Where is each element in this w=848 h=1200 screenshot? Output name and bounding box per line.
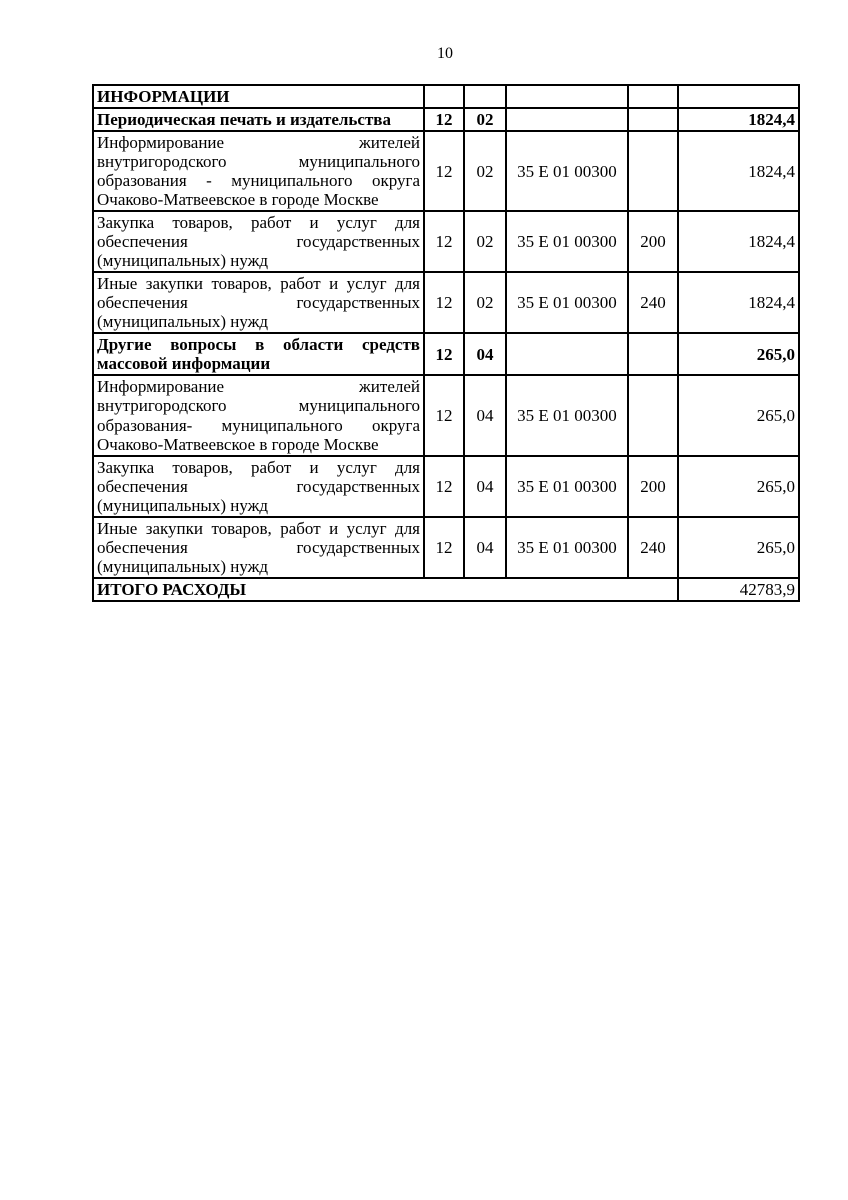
cell-razdel: 12 xyxy=(424,517,464,578)
cell-summa: 265,0 xyxy=(678,375,799,455)
cell-tselevaya-statya: 35 Е 01 00300 xyxy=(506,131,628,211)
cell-podrazdel: 02 xyxy=(464,211,506,272)
cell-vid-raskhodov xyxy=(628,131,678,211)
cell-razdel: 12 xyxy=(424,375,464,455)
table-row xyxy=(93,517,799,578)
budget-expenditure-table xyxy=(92,84,800,602)
cell-total-label: ИТОГО РАСХОДЫ xyxy=(93,578,678,601)
cell-podrazdel xyxy=(464,85,506,108)
cell-vid-raskhodov: 200 xyxy=(628,456,678,517)
table-row xyxy=(93,456,799,517)
cell-razdel: 12 xyxy=(424,333,464,375)
cell-summa: 265,0 xyxy=(678,333,799,375)
cell-summa: 1824,4 xyxy=(678,211,799,272)
cell-summa: 1824,4 xyxy=(678,131,799,211)
cell-razdel: 12 xyxy=(424,272,464,333)
cell-name: ИНФОРМАЦИИ xyxy=(93,85,424,108)
cell-podrazdel: 02 xyxy=(464,272,506,333)
cell-tselevaya-statya: 35 Е 01 00300 xyxy=(506,456,628,517)
cell-tselevaya-statya: 35 Е 01 00300 xyxy=(506,517,628,578)
cell-name: Иные закупки товаров, работ и услуг для обеспечения государственных (муниципальных) нужд xyxy=(93,517,424,578)
table-row xyxy=(93,333,799,375)
cell-razdel: 12 xyxy=(424,456,464,517)
cell-vid-raskhodov xyxy=(628,333,678,375)
cell-summa: 265,0 xyxy=(678,517,799,578)
cell-podrazdel: 04 xyxy=(464,333,506,375)
table-row xyxy=(93,108,799,131)
cell-tselevaya-statya: 35 Е 01 00300 xyxy=(506,211,628,272)
cell-total-summa: 42783,9 xyxy=(678,578,799,601)
cell-razdel xyxy=(424,85,464,108)
cell-summa: 265,0 xyxy=(678,456,799,517)
table-row xyxy=(93,85,799,108)
cell-razdel: 12 xyxy=(424,131,464,211)
table-row xyxy=(93,272,799,333)
table-row xyxy=(93,211,799,272)
cell-name: Закупка товаров, работ и услуг для обеспечения государственных (муниципальных) нужд xyxy=(93,456,424,517)
cell-podrazdel: 04 xyxy=(464,375,506,455)
cell-name: Информирование жителей внутригородского муниципального образования - муниципального округа Очаково-Матвеевское в городе Москве xyxy=(93,131,424,211)
cell-tselevaya-statya xyxy=(506,333,628,375)
cell-podrazdel: 02 xyxy=(464,131,506,211)
cell-name: Периодическая печать и издательства xyxy=(93,108,424,131)
table-row xyxy=(93,131,799,211)
cell-tselevaya-statya xyxy=(506,108,628,131)
cell-vid-raskhodov: 240 xyxy=(628,272,678,333)
cell-podrazdel: 04 xyxy=(464,456,506,517)
cell-tselevaya-statya: 35 Е 01 00300 xyxy=(506,375,628,455)
cell-tselevaya-statya xyxy=(506,85,628,108)
cell-name: Иные закупки товаров, работ и услуг для обеспечения государственных (муниципальных) нужд xyxy=(93,272,424,333)
table-row xyxy=(93,375,799,455)
cell-name: Информирование жителей внутригородского муниципального образования- муниципального округа Очаково-Матвеевское в городе Москве xyxy=(93,375,424,455)
page-number: 10 xyxy=(437,45,453,62)
cell-summa: 1824,4 xyxy=(678,272,799,333)
cell-summa xyxy=(678,85,799,108)
cell-vid-raskhodov xyxy=(628,108,678,131)
cell-podrazdel: 04 xyxy=(464,517,506,578)
cell-name: Закупка товаров, работ и услуг для обеспечения государственных (муниципальных) нужд xyxy=(93,211,424,272)
cell-vid-raskhodov xyxy=(628,85,678,108)
cell-name: Другие вопросы в области средств массовой информации xyxy=(93,333,424,375)
cell-tselevaya-statya: 35 Е 01 00300 xyxy=(506,272,628,333)
table-row-total xyxy=(93,578,799,601)
cell-razdel: 12 xyxy=(424,211,464,272)
cell-razdel: 12 xyxy=(424,108,464,131)
cell-summa: 1824,4 xyxy=(678,108,799,131)
cell-vid-raskhodov: 200 xyxy=(628,211,678,272)
cell-podrazdel: 02 xyxy=(464,108,506,131)
cell-vid-raskhodov: 240 xyxy=(628,517,678,578)
cell-vid-raskhodov xyxy=(628,375,678,455)
